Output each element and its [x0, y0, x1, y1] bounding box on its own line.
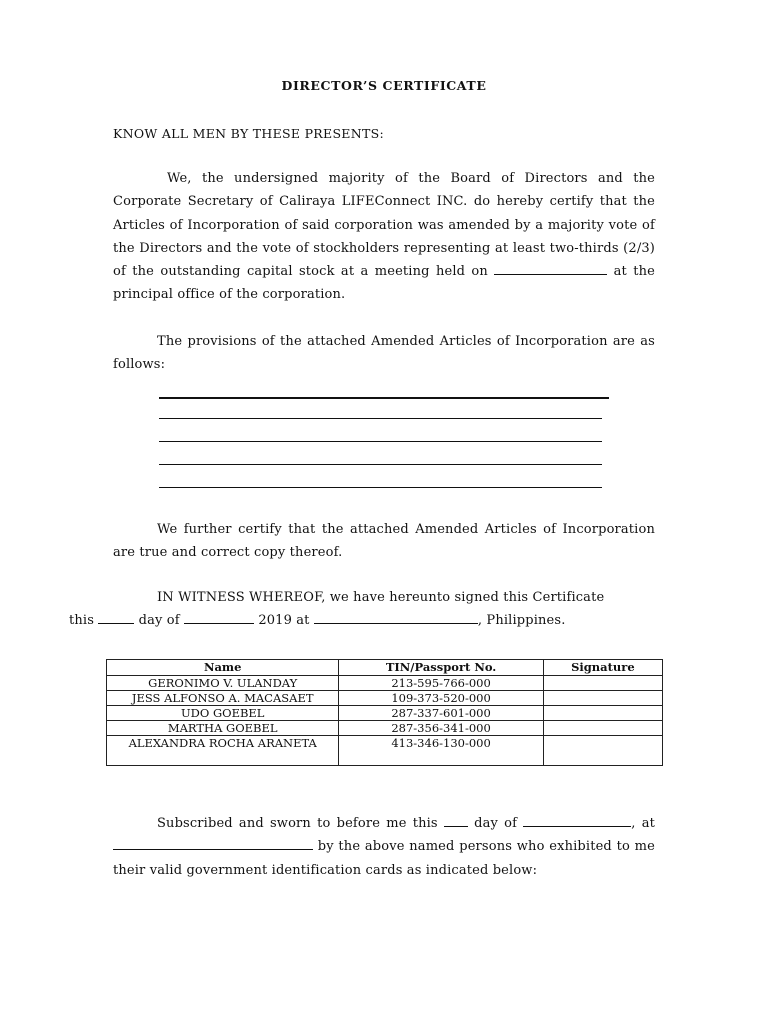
day-of-label: day of [138, 613, 180, 629]
jurat-day-of-label: day of [474, 816, 518, 831]
document-title: DIRECTOR’S CERTIFICATE [281, 78, 487, 93]
tin-header: TIN/Passport No. [339, 660, 543, 676]
provision-line-5[interactable] [159, 487, 602, 488]
signatory-tin: 109-373-520-000 [339, 691, 543, 706]
signatory-tin: 413-346-130-000 [339, 736, 543, 766]
signature-cell[interactable] [543, 691, 662, 706]
signatory-tin: 213-595-766-000 [339, 676, 543, 691]
month-blank[interactable] [184, 611, 254, 624]
jurat-day-blank[interactable] [444, 814, 468, 827]
held-on-suffix: at the principal office of the corporation. [113, 264, 655, 303]
table-row [107, 721, 663, 736]
day-blank[interactable] [98, 611, 134, 624]
certification-text: We, the undersigned majority of the Board of Directors and the Corporate Secretary of Caliraya LIFEConnect INC. do hereby certify that the Articles of Incorporation of said corporation was amended by a majority vote of the Directors and the vote of stockholders representing at least two-thirds (2/3) of the outstanding capital stock at a meeting [113, 171, 655, 280]
signatory-name: JESS ALFONSO A. MACASAET [107, 691, 339, 706]
philippines-label: , Philippines. [477, 613, 566, 629]
table-row [107, 691, 663, 706]
this-label: this [69, 613, 95, 629]
subscribed-text: Subscribed and sworn to before me this [157, 816, 438, 831]
signature-cell[interactable] [543, 706, 662, 721]
signature-cell[interactable] [543, 736, 662, 766]
jurat-comma: , [631, 816, 636, 831]
signature-cell[interactable] [543, 676, 662, 691]
signatory-name: UDO GOEBEL [107, 706, 339, 721]
place-blank[interactable] [314, 611, 478, 624]
witness-text: IN WITNESS WHEREOF, we have hereunto signed this Certificate [157, 590, 605, 605]
table-row [107, 676, 663, 691]
witness-paragraph [69, 586, 655, 633]
provisions-paragraph: The provisions of the attached Amended Articles of Incorporation are as follows: [113, 334, 655, 373]
signatory-name: MARTHA GOEBEL [107, 721, 339, 736]
held-on-label: held on [435, 264, 488, 280]
provision-line-1[interactable] [159, 397, 609, 399]
meeting-date-blank[interactable] [494, 262, 607, 275]
table-row [107, 706, 663, 721]
year-at-label: 2019 at [258, 613, 310, 629]
witness-date-line [69, 609, 566, 632]
signatory-name: ALEXANDRA ROCHA ARANETA [107, 736, 339, 766]
jurat-rest-text: by the above named persons who exhibited to me their valid government identification cards as indicated below: [113, 839, 655, 878]
jurat-at-label: at [641, 816, 655, 831]
signatory-tin: 287-337-601-000 [339, 706, 543, 721]
signatory-tin: 287-356-341-000 [339, 721, 543, 736]
signature-header: Signature [543, 660, 662, 676]
table-row [107, 736, 663, 766]
table-header-row [107, 660, 663, 676]
provision-line-4[interactable] [159, 464, 602, 465]
signatory-name: GERONIMO V. ULANDAY [107, 676, 339, 691]
signature-cell[interactable] [543, 721, 662, 736]
jurat-month-blank[interactable] [523, 814, 631, 827]
signatories-table [106, 659, 663, 766]
provision-line-3[interactable] [159, 441, 602, 442]
further-certify-paragraph: We further certify that the attached Amended Articles of Incorporation are true and correct copy thereof. [113, 522, 655, 561]
name-header: Name [107, 660, 339, 676]
salutation: KNOW ALL MEN BY THESE PRESENTS: [113, 126, 384, 141]
provision-line-2[interactable] [159, 418, 602, 419]
jurat-place-blank[interactable] [113, 837, 313, 850]
certification-paragraph [113, 167, 655, 307]
jurat-paragraph [113, 812, 655, 882]
